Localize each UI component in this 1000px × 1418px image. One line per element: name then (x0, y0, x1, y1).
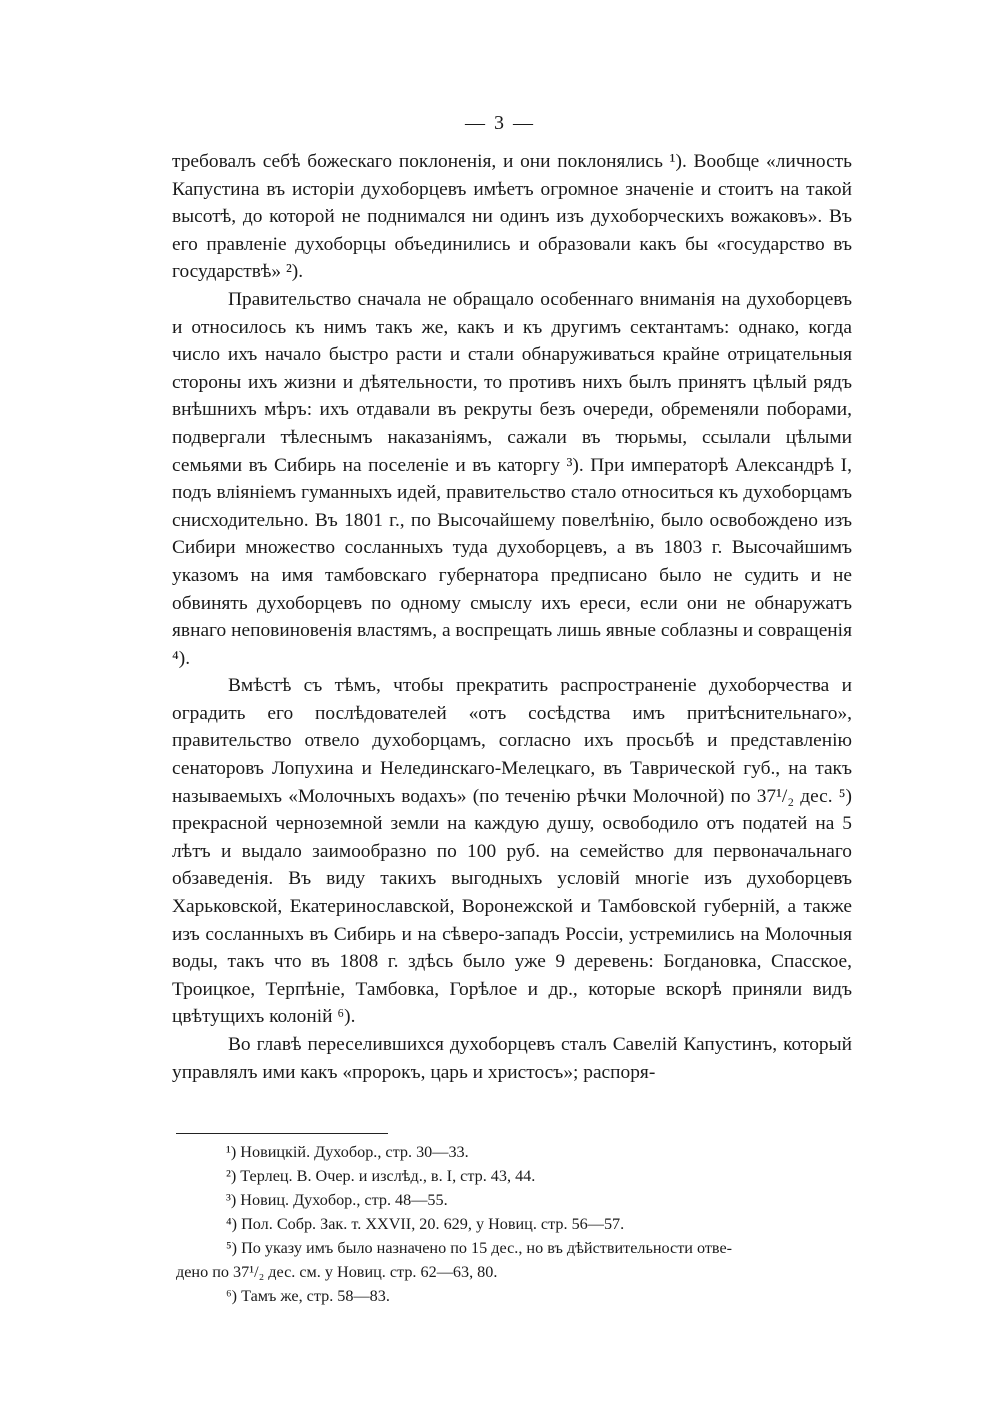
footnote: ⁶) Тамъ же, стр. 58—83. (226, 1287, 390, 1305)
paragraph: Вмѣстѣ съ тѣмъ, чтобы прекратить распространеніе духоборчества и оградить его послѣдователей «отъ сосѣдства имъ притѣснительнаго», правительство отвело духоборцамъ, согласно ихъ просьбѣ и представленію сенаторовъ Лопухина и Нелединскаго-Мелецкаго, въ Таврической губ., на такъ называемыхъ «Молочныхъ водахъ» (по теченію рѣчки Молочной) по 37¹/₂ дес. ⁵) прекрасной черноземной земли на каждую душу, освободило отъ податей на 5 лѣтъ и выдало заимообразно по 100 руб. на семейство для первоначальнаго обзаведенія. Въ виду такихъ выгодныхъ условій многіе изъ духоборцевъ Харьковской, Екатеринославской, Воронежской и Тамбовской губерній, а также изъ сосланныхъ въ Сибирь и на сѣверо-западъ Россіи, устремились на Молочныя воды, такъ что въ 1808 г. здѣсь было уже 9 деревень: Богдановка, Спасское, Троицкое, Терпѣніе, Тамбовка, Горѣлое и др., которые вскорѣ приняли видъ цвѣтущихъ колоній ⁶). (172, 675, 852, 1028)
footnote: ²) Терлец. В. Очер. и изслѣд., в. I, стр. 43, 44. (226, 1167, 536, 1185)
footnote: ⁴) Пол. Собр. Зак. т. XXVII, 20. 629, у Новиц. стр. 56—57. (226, 1215, 625, 1233)
footnotes (176, 1140, 852, 1308)
footnote: ³) Новиц. Духобор., стр. 48—55. (226, 1191, 448, 1209)
footnote: ¹) Новицкій. Духобор., стр. 30—33. (226, 1143, 469, 1161)
footnote: ⁵) По указу имъ было назначено по 15 дес., но въ дѣйствительности отве- (226, 1239, 733, 1257)
paragraph: Во главѣ переселившихся духоборцевъ сталъ Савелій Капустинъ, который управлялъ ими какъ «пророкъ, царь и христосъ»; распоря- (172, 1034, 852, 1083)
page-number: — 3 — (465, 112, 535, 134)
footnote-divider (176, 1133, 388, 1134)
paragraph: требовалъ себѣ божескаго поклоненія, и они поклонялись ¹). Вообще «личность Капустина въ исторіи духоборцевъ имѣетъ огромное значеніе и стоитъ на такой высотѣ, до которой не поднимался ни одинъ изъ духоборческихъ вожаковъ». Въ его правленіе духоборцы объединились и образовали какъ бы «государство въ государствѣ» ²). (172, 151, 852, 283)
main-text (172, 148, 852, 1086)
paragraph: Правительство сначала не обращало особеннаго вниманія на духоборцевъ и относилось къ нимъ такъ же, какъ и къ другимъ сектантамъ: однако, когда число ихъ начало быстро расти и стали обнаруживаться крайне отрицательныя стороны ихъ жизни и дѣятельности, то противъ нихъ былъ принятъ цѣлый рядъ внѣшнихъ мѣръ: ихъ отдавали въ рекруты безъ очереди, обременяли поборами, подвергали тѣлеснымъ наказаніямъ, сажали въ тюрьмы, ссылали цѣлыми семьями въ Сибирь на поселеніе и въ каторгу ³). При императорѣ Александрѣ I, подъ вліяніемъ гуманныхъ идей, правительство стало относиться къ духоборцамъ снисходительно. Въ 1801 г., по Высочайшему повелѣнію, было освобождено изъ Сибири множество сосланныхъ туда духоборцевъ, а въ 1803 г. Высочайшимъ указомъ на имя тамбовскаго губернатора предписано было не судить и не обвинять духоборцевъ по одному смыслу ихъ ереси, если они не обнаружатъ явнаго неповиновенія властямъ, а воспрещать лишь явные соблазны и совращенія ⁴). (172, 288, 852, 669)
footnote-continuation: дено по 37¹/₂ дес. см. у Новиц. стр. 62—63, 80. (176, 1263, 498, 1281)
